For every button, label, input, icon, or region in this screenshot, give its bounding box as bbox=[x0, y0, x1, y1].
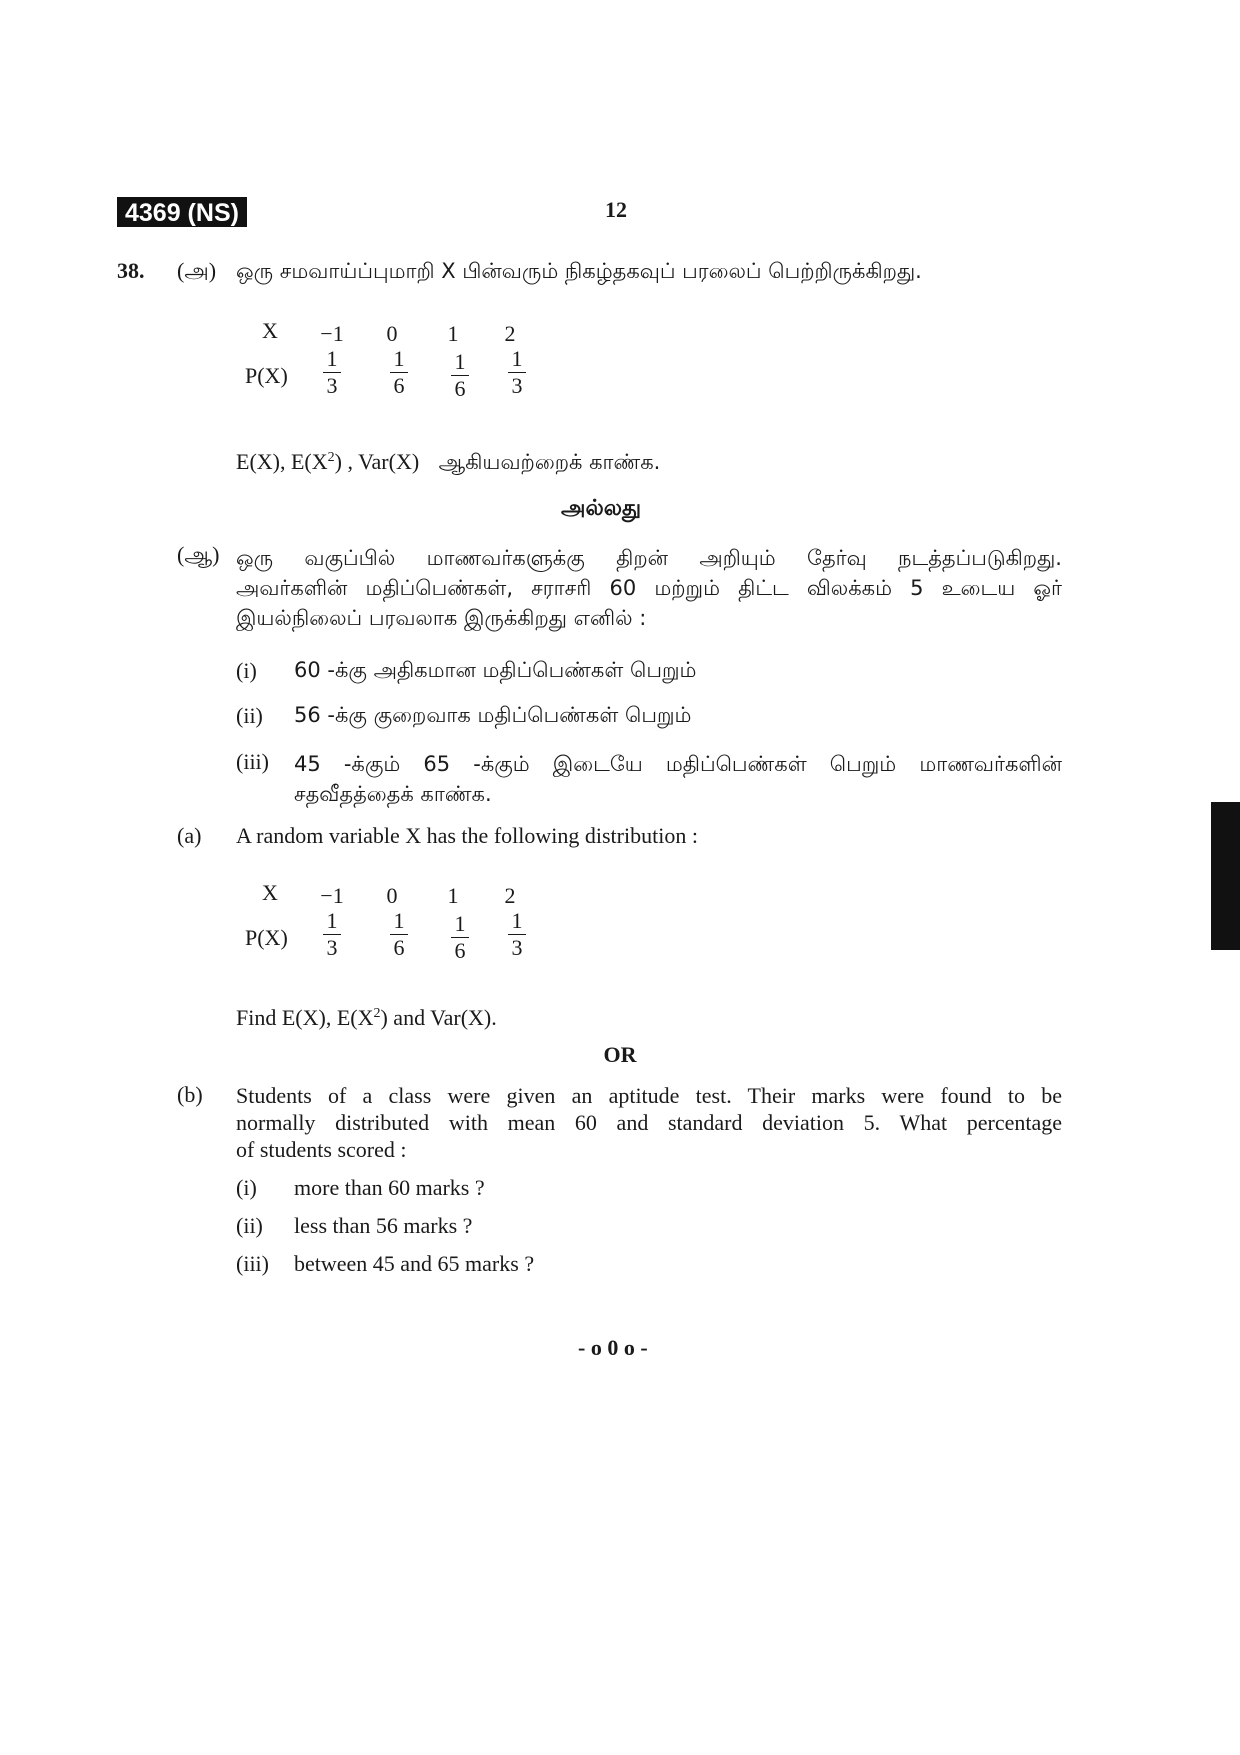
english-sub-item-label: (i) bbox=[236, 1175, 257, 1200]
question-number: 38. bbox=[117, 258, 145, 283]
english-sub-item-text: between 45 and 65 marks ? bbox=[294, 1251, 535, 1276]
probability-fraction: $\frac{1}{6}$ bbox=[379, 346, 419, 399]
edge-tab-mark bbox=[1211, 802, 1240, 950]
english-part-b-text: Students of a class were given an aptitude test. Their marks were found to be normally distributed with mean 60 and standard deviation 5. What percentage of students scored : bbox=[236, 1083, 1062, 1162]
english-or-divider: OR bbox=[603, 1042, 637, 1067]
english-sub-item-text: less than 56 marks ? bbox=[294, 1213, 473, 1238]
tamil-part-a-expressions: E(X), $E(X^2)$ , Var(X) ஆகியவற்றைக் காண்க. bbox=[236, 449, 661, 474]
end-of-paper-mark: - o 0 o - bbox=[578, 1335, 648, 1360]
english-find-task: Find E(X), $E(X^2)$ and Var(X). bbox=[236, 1005, 497, 1030]
probability-fraction: $\frac{1}{3}$ bbox=[497, 346, 537, 399]
english-distribution-table bbox=[245, 880, 542, 980]
tamil-sub-item-label: (iii) bbox=[236, 749, 269, 774]
probability-fraction: $\frac{1}{6}$ bbox=[379, 908, 419, 961]
tamil-sub-item-label: (i) bbox=[236, 658, 257, 683]
x-value: −1 bbox=[320, 321, 344, 346]
tamil-part-b-label: (ஆ) bbox=[177, 542, 220, 567]
english-sub-item-label: (iii) bbox=[236, 1251, 269, 1276]
tamil-part-a-text: ஒரு சமவாய்ப்புமாறி X பின்வரும் நிகழ்தகவுப் பரலைப் பெற்றிருக்கிறது. bbox=[236, 259, 922, 283]
english-sub-item-text: more than 60 marks ? bbox=[294, 1175, 485, 1200]
x-value: 2 bbox=[504, 321, 516, 346]
english-part-a-text: A random variable X has the following distribution : bbox=[236, 823, 698, 848]
probability-fraction: $\frac{1}{3}$ bbox=[497, 908, 537, 961]
x-value: 1 bbox=[447, 321, 459, 346]
p-label: P(X) bbox=[245, 925, 288, 950]
english-sub-item-label: (ii) bbox=[236, 1213, 263, 1238]
english-part-b-label: (b) bbox=[177, 1082, 203, 1107]
tamil-sub-item-text: 60 -க்கு அதிகமான மதிப்பெண்கள் பெறும் bbox=[294, 658, 697, 682]
probability-fraction: $\frac{1}{6}$ bbox=[440, 349, 480, 402]
x-value: 0 bbox=[386, 321, 398, 346]
tamil-or-divider: அல்லது bbox=[561, 496, 642, 521]
tamil-part-a-label: (அ) bbox=[177, 258, 217, 283]
probability-fraction: $\frac{1}{3}$ bbox=[312, 908, 352, 961]
p-label: P(X) bbox=[245, 363, 288, 388]
tamil-part-b-text: ஒரு வகுப்பில் மாணவர்களுக்கு திறன் அறியும் தேர்வு நடத்தப்படுகிறது. அவர்களின் மதிப்பெண்கள், சராசரி 60 மற்றும் திட்ட விலக்கம் 5 உடைய ஓர் இயல்நிலைப் பரவலாக இருக்கிறது எனில் : bbox=[236, 546, 1062, 630]
x-value: 0 bbox=[386, 883, 398, 908]
tamil-sub-item-label: (ii) bbox=[236, 703, 263, 728]
tamil-sub-item-text: 56 -க்கு குறைவாக மதிப்பெண்கள் பெறும் bbox=[294, 703, 692, 727]
tamil-distribution-table bbox=[245, 318, 542, 418]
tamil-sub-item-text: 45 -க்கும் 65 -க்கும் இடையே மதிப்பெண்கள் பெறும் மாணவர்களின் சதவீதத்தைக் காண்க. bbox=[294, 752, 1062, 806]
paper-code: 4369 (NS) bbox=[117, 197, 247, 227]
english-part-a-label: (a) bbox=[177, 823, 202, 848]
x-label: X bbox=[262, 880, 278, 905]
page-number: 12 bbox=[605, 197, 627, 222]
x-value: 1 bbox=[447, 883, 459, 908]
probability-fraction: $\frac{1}{3}$ bbox=[312, 346, 352, 399]
x-value: −1 bbox=[320, 883, 344, 908]
probability-fraction: $\frac{1}{6}$ bbox=[440, 911, 480, 964]
x-value: 2 bbox=[504, 883, 516, 908]
x-label: X bbox=[262, 318, 278, 343]
